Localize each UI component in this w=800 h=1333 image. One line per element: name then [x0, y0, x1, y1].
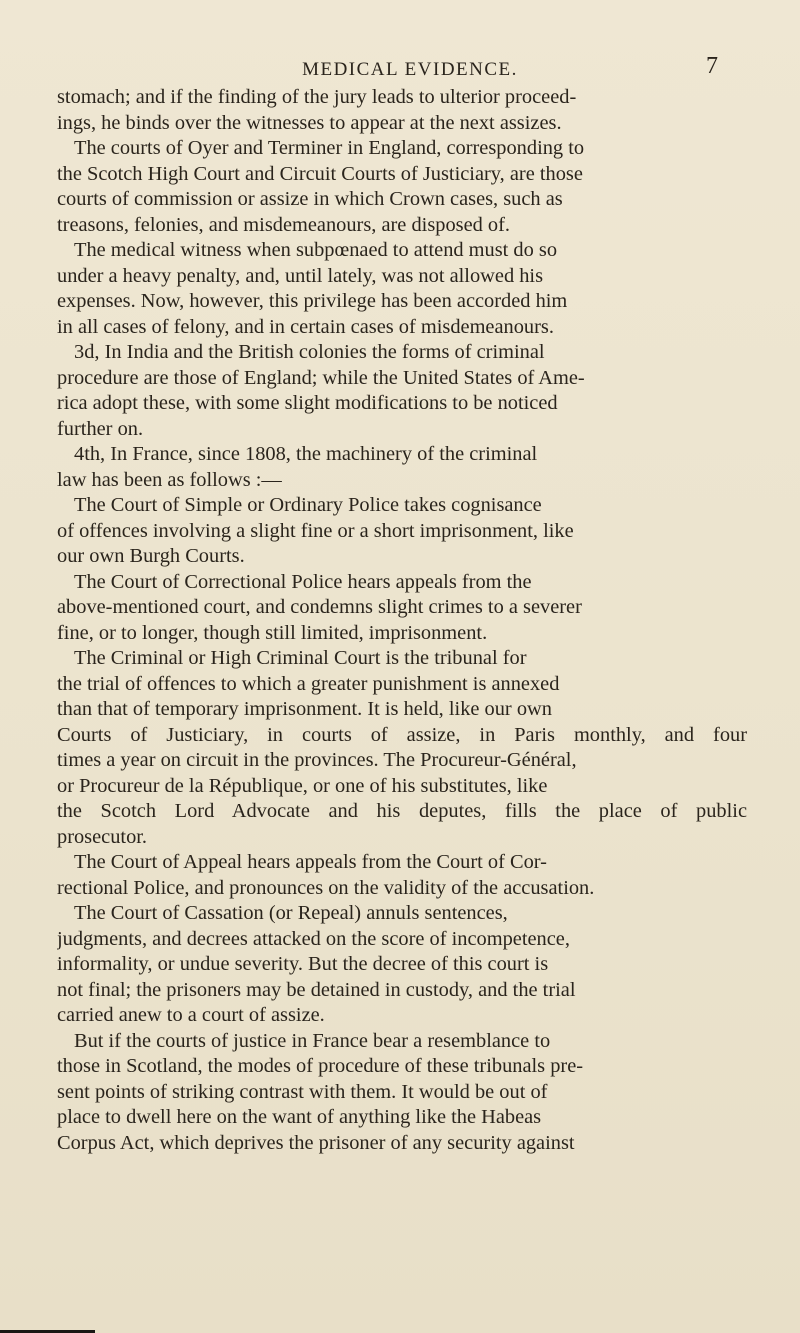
text-line: But if the courts of justice in France bear a resemblance to: [74, 1029, 551, 1052]
text-line: not final; the prisoners may be detained in custody, and the trial: [57, 978, 576, 1001]
running-head: [0, 55, 800, 85]
text-line: those in Scotland, the modes of procedure of these tribunals pre-: [57, 1055, 584, 1077]
body-text: [57, 85, 747, 1156]
text-line: The Court of Correctional Police hears appeals from the: [74, 570, 532, 593]
text-line: fine, or to longer, though still limited, imprisonment.: [57, 621, 488, 644]
page-number: 7: [706, 53, 718, 79]
text-line: further on.: [57, 417, 144, 440]
text-line: The Court of Simple or Ordinary Police takes cognisance: [74, 494, 542, 516]
text-line: under a heavy penalty, and, until lately, was not allowed his: [57, 264, 544, 287]
text-line: the trial of offences to which a greater punishment is annexed: [57, 672, 560, 695]
text-line: The Court of Appeal hears appeals from the Court of Cor-: [74, 851, 547, 873]
text-line: than that of temporary imprisonment. It is held, like our own: [57, 698, 552, 720]
text-line: courts of commission or assize in which Crown cases, such as: [57, 188, 563, 210]
text-line: The courts of Oyer and Terminer in England, corresponding to: [74, 137, 585, 159]
text-line: ings, he binds over the witnesses to appear at the next assizes.: [57, 111, 562, 134]
running-title: MEDICAL EVIDENCE.: [302, 59, 518, 80]
text-line: in all cases of felony, and in certain cases of misdemeanours.: [57, 315, 554, 338]
text-line: procedure are those of England; while the United States of Ame-: [57, 366, 585, 389]
text-line: sent points of striking contrast with them. It would be out of: [57, 1080, 548, 1103]
text-line: our own Burgh Courts.: [57, 545, 245, 567]
text-line: The Criminal or High Criminal Court is the tribunal for: [74, 647, 527, 669]
text-line: stomach; and if the finding of the jury leads to ulterior proceed-: [57, 86, 577, 108]
text-line: treasons, felonies, and misdemeanours, are disposed of.: [57, 213, 511, 236]
text-line: 3d, In India and the British colonies the forms of criminal: [74, 341, 545, 363]
text-line: times a year on circuit in the provinces. The Procureur-Général,: [57, 749, 577, 771]
text-line: rica adopt these, with some slight modifications to be noticed: [57, 392, 558, 414]
text-line: prosecutor.: [57, 825, 148, 848]
text-line: place to dwell here on the want of anything like the Habeas: [57, 1106, 542, 1128]
text-line: carried anew to a court of assize.: [57, 1004, 325, 1026]
text-line: above-mentioned court, and condemns slight crimes to a severer: [57, 596, 582, 618]
text-line: law has been as follows :—: [57, 468, 282, 491]
text-line: the Scotch Lord Advocate and his deputes, fills the place of public: [57, 800, 747, 822]
text-line: 4th, In France, since 1808, the machinery of the criminal: [74, 443, 538, 465]
text-line: The medical witness when subpœnaed to attend must do so: [74, 239, 558, 261]
text-line: rectional Police, and pronounces on the validity of the accusation.: [57, 876, 595, 899]
text-line: The Court of Cassation (or Repeal) annuls sentences,: [74, 902, 508, 924]
text-line: Corpus Act, which deprives the prisoner of any security against: [57, 1131, 575, 1154]
text-line: of offences involving a slight fine or a short imprisonment, like: [57, 519, 574, 542]
text-line: the Scotch High Court and Circuit Courts of Justiciary, are those: [57, 162, 583, 185]
text-line: or Procureur de la République, or one of his substitutes, like: [57, 774, 548, 797]
text-line: expenses. Now, however, this privilege has been accorded him: [57, 290, 568, 312]
text-line: informality, or undue severity. But the decree of this court is: [57, 953, 549, 975]
text-line: Courts of Justiciary, in courts of assize, in Paris monthly, and four: [57, 723, 747, 746]
text-line: judgments, and decrees attacked on the score of incompetence,: [57, 927, 570, 950]
